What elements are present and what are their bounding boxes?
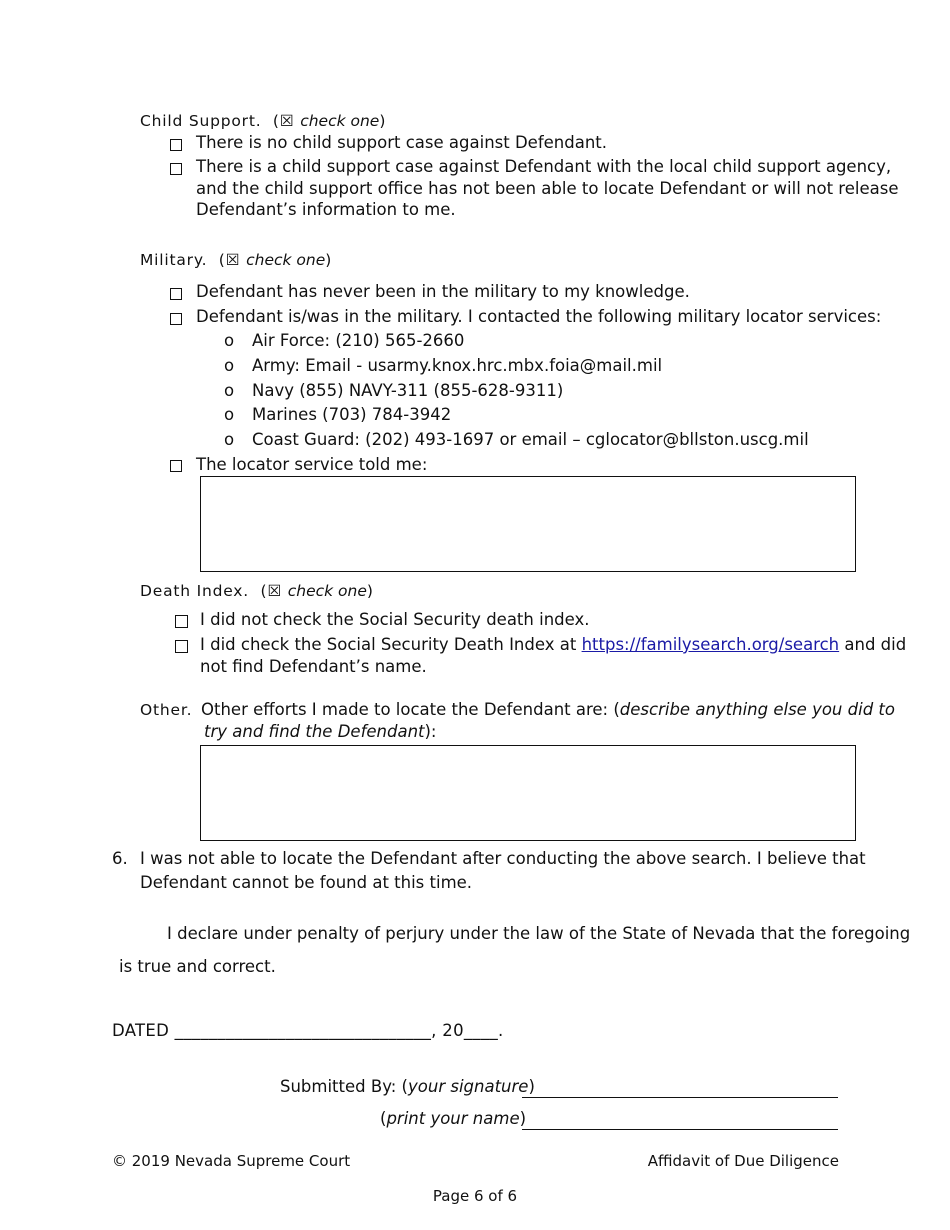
submitted-by-label: Submitted By: (your signature) [280,1077,535,1096]
checked-death-index-checkbox[interactable] [175,640,188,653]
child-support-case-label-3: Defendant’s information to me. [196,200,456,219]
item-6-number: 6. [112,849,128,868]
death-index-heading: Death Index. (☒ check one) [140,582,374,600]
print-name-label: (print your name) [380,1109,527,1128]
no-child-support-checkbox[interactable] [170,139,182,151]
child-support-case-label-2: and the child support office has not been able to locate Defendant or will not release [196,179,899,198]
other-efforts-label-2: try and find the Defendant): [204,722,437,741]
list-item: Navy (855) NAVY-311 (855-628-9311) [252,381,564,400]
list-item: Army: Email - usarmy.knox.hrc.mbx.foia@mail.mil [252,356,663,375]
list-bullet: o [224,381,235,400]
list-bullet: o [224,405,235,424]
other-efforts-textbox[interactable] [200,745,856,841]
footer-copyright: © 2019 Nevada Supreme Court [112,1152,351,1170]
checked-death-index-label: I did check the Social Security Death Index at https://familysearch.org/search and did [200,635,907,654]
declaration-line-2: is true and correct. [119,957,276,976]
list-bullet: o [224,430,235,449]
footer-document-title: Affidavit of Due Diligence [647,1152,839,1170]
signature-line[interactable] [522,1097,838,1098]
military-heading: Military. (☒ check one) [140,251,333,269]
print-name-line[interactable] [522,1129,838,1130]
list-item: Marines (703) 784-3942 [252,405,452,424]
no-child-support-label: There is no child support case against Defendant. [196,133,607,152]
other-efforts-label: Other efforts I made to locate the Defendant are: (describe anything else you did to [201,700,895,719]
was-military-label: Defendant is/was in the military. I contacted the following military locator services: [196,307,882,326]
dated-line: DATED ______________________________, 20____. [112,1021,504,1040]
item-6-line-1: I was not able to locate the Defendant after conducting the above search. I believe that [140,849,866,868]
item-6-line-2: Defendant cannot be found at this time. [140,873,473,892]
other-heading: Other. [140,701,193,719]
child-support-case-label-1: There is a child support case against Defendant with the local child support agency, [196,157,892,176]
not-checked-death-index-checkbox[interactable] [175,615,188,628]
child-support-heading: Child Support. (☒ check one) [140,112,387,130]
familysearch-link[interactable]: https://familysearch.org/search [581,635,840,654]
list-bullet: o [224,331,235,350]
list-item: Coast Guard: (202) 493-1697 or email – cglocator@bllston.uscg.mil [252,430,809,449]
never-military-label: Defendant has never been in the military to my knowledge. [196,282,690,301]
page-number: Page 6 of 6 [432,1187,518,1205]
list-item: Air Force: (210) 565-2660 [252,331,465,350]
locator-told-label: The locator service told me: [196,455,428,474]
never-military-checkbox[interactable] [170,288,182,300]
locator-response-textbox[interactable] [200,476,856,572]
child-support-case-checkbox[interactable] [170,163,182,175]
list-bullet: o [224,356,235,375]
not-checked-death-index-label: I did not check the Social Security death index. [200,610,590,629]
locator-told-checkbox[interactable] [170,460,182,472]
declaration-line-1: I declare under penalty of perjury under the law of the State of Nevada that the foregoing [167,924,911,943]
checked-death-index-label-2: not find Defendant’s name. [200,657,427,676]
was-military-checkbox[interactable] [170,313,182,325]
